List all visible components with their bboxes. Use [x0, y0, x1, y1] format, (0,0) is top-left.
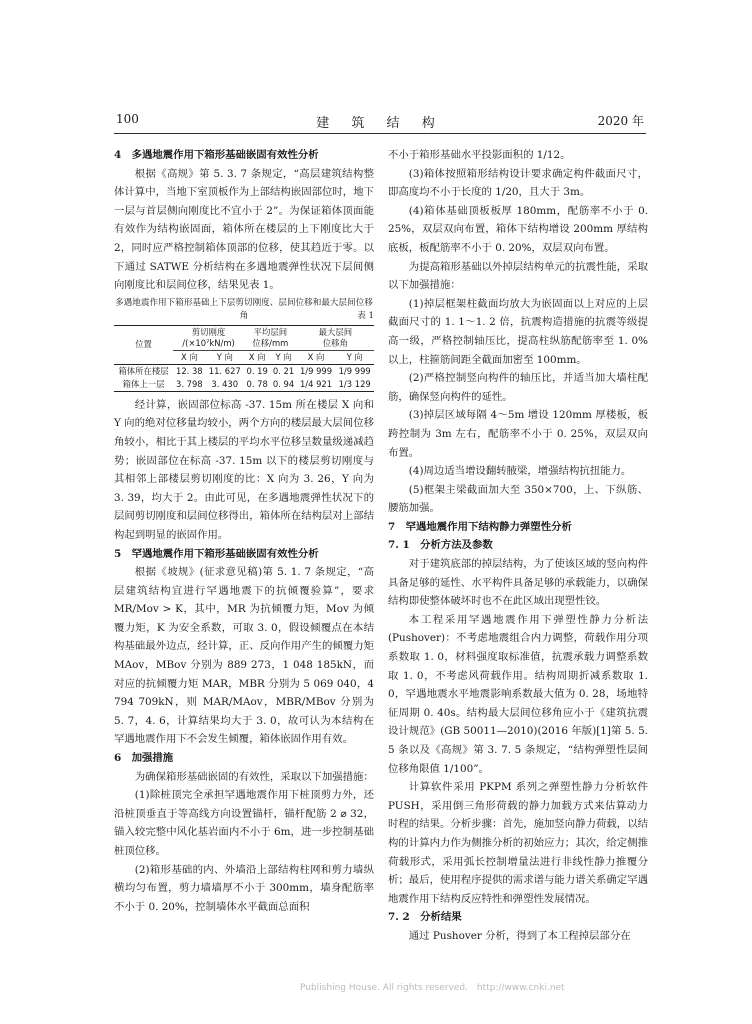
cell-value: 3. 798 [173, 378, 205, 392]
measure-item-4: (4)周边适当增设翻转腋梁，增强结构抗扭能力。 [408, 465, 632, 478]
cell-value: 0. 78 [244, 378, 270, 392]
right-column [388, 146, 648, 946]
section-6-item-2: (2)箱形基础的内、外墙沿上部结构柱网和剪力墙纵横均匀布置，剪力墙墙厚不小于 300mm，墙身配筋率不小于 0. 20%，控制墙体水平截面总面积 [114, 863, 374, 913]
journal-title: 建 筑 结 构 [316, 116, 444, 131]
table-row [114, 364, 374, 378]
section-4-heading: 4 多遇地震作用下箱形基础嵌固有效性分析 [114, 149, 319, 161]
cell-position: 箱体上一层 [114, 378, 173, 392]
section-4-paragraph-1: 根据《高规》第 5. 3. 7 条规定，“高层建筑结构整体计算中，当地下室顶板作为上部结构嵌固部位时，地下一层与首层侧向刚度比不宜小于 2”。为保证箱体顶面能有效作为结构嵌固面，箱体所在楼层的上下刚度比大于 2，同时应严格控制箱体顶部的位移，使其趋近于零。以下通过 SATWE 分析结构在多遇地震弹性状况下层间侧向刚度比和层间位移，结果见表 1。 [114, 167, 374, 292]
cell-value: 3. 430 [206, 378, 244, 392]
running-header [116, 112, 644, 132]
section-6-item-4: (4)箱体基础顶板板厚 180mm，配筋率不小于 0. 25%，双层双向布置，箱体下结构增设 200mm 厚结构底板，板配筋率不小于 0. 20%，双层双向布置。 [388, 204, 648, 254]
header-rule [114, 133, 646, 134]
cell-value: 11. 627 [206, 364, 244, 378]
section-5-paragraph-1: 根据《坡规》(征求意见稿)第 5. 1. 7 条规定，“高层建筑结构宜进行罕遇地震下的抗倾覆验算”，要求 MR/Mov > K，其中，MR 为抗倾覆力矩，Mov 为倾覆力矩，K 为安全系数，可取 3. 0，假设倾覆点在本结构基础最外边点，经计算，正、反向作用产生的倾覆力矩 MAov，MBov 分别为 889 273，1 048 185kN，而对应的抗倾覆力矩 MAR，MBR 分别为 5 069 040，4 794 709kN，则 MAR/MAov，MBR/MBov 分别为 5. 7，4. 6，计算结果均大于 3. 0，故可认为本结构在罕遇地震作用下不会发生倾覆，箱体嵌固作用有效。 [114, 566, 374, 746]
table-1 [114, 325, 374, 392]
table-1-title: 多遇地震作用下箱形基础上下层剪切刚度、层间位移和最大层间位移角 [115, 297, 373, 321]
section-6-paragraph-1: 为确保箱形基础嵌固的有效性，采取以下加强措施： [134, 770, 374, 783]
th-y: Y 向 [206, 350, 244, 364]
cell-value: 12. 38 [173, 364, 205, 378]
section-6-heading: 6 加强措施 [114, 752, 174, 765]
th-stiffness: 剪切刚度 /(×10⁷kN/m) [173, 325, 244, 350]
cell-position: 箱体所在楼层 [114, 364, 173, 378]
page-number: 100 [116, 112, 139, 126]
section-7-2-heading: 7. 2 分析结果 [388, 911, 462, 924]
th-x: X 向 [244, 350, 270, 364]
section-7-1-paragraph-3: 计算软件采用 PKPM 系列之弹塑性静力分析软件 PUSH，采用倒三角形荷载的静力加载方式来估算动力时程的结果。分析步骤：首先，施加竖向静力荷载，以结构的计算内力作为侧推分析的初始应力；其次，给定侧推荷载形式，采用弧长控制增量法进行非线性静力推覆分析；最后，使用程序提供的需求谱与能力谱关系确定罕遇地震作用下结构反应特性和弹塑性发展情况。 [388, 781, 648, 905]
cell-value: 1/4 921 [297, 378, 336, 392]
section-6-item-1: (1)除桩顶完全承担罕遇地震作用下桩顶剪力外，还沿桩顶垂直于等高线方向设置锚杆，锚杆配筋 2 ⌀ 32，锚入较完整中风化基岩面内不小于 6m，进一步控制基础桩顶位移。 [114, 789, 374, 857]
table-header-row [114, 325, 374, 350]
publisher-watermark: Publishing House. All rights reserved. http://www.cnki.net [300, 983, 565, 993]
th-y: Y 向 [335, 350, 374, 364]
section-5-heading: 5 罕遇地震作用下箱形基础嵌固有效性分析 [114, 547, 319, 560]
cell-value: 1/9 999 [297, 364, 336, 378]
measure-item-2: (2)严格控制竖向构件的轴压比，并适当加大墙柱配筋，确保竖向构件的延性。 [388, 372, 648, 403]
cell-value: 0. 21 [270, 364, 296, 378]
th-x: X 向 [173, 350, 205, 364]
cell-value: 1/3 129 [335, 378, 374, 392]
section-4-paragraph-2: 经计算，嵌固部位标高 -37. 15m 所在楼层 X 向和 Y 向的绝对位移量均较小，两个方向的楼层最大层间位移角较小，相比于其上楼层的平均水平位移呈数量级递减趋势；嵌固部位在标高 -37. 15m 以下的楼层剪切刚度与其相邻上部楼层剪切刚度的比：X 向为 3. 26，Y 向为 3. 39，均大于 2。由此可见，在多遇地震弹性状况下的层间剪切刚度和层间位移得出，箱体所在结构层对上部结构起到明显的嵌固作用。 [114, 398, 374, 541]
th-drift: 最大层间 位移角 [297, 325, 374, 350]
cell-value: 1/9 999 [335, 364, 374, 378]
issue-year: 2020 年 [597, 114, 644, 128]
cell-value: 0. 94 [270, 378, 296, 392]
left-column [114, 146, 374, 916]
section-7-1-paragraph-2: 本工程采用罕遇地震作用下弹塑性静力分析法(Pushover)：不考虑地震组合内力调整，荷载作用分项系数取 1. 0，材料强度取标准值，抗震承载力调整系数取 1. 0，不考虑风荷载作用。结构周期折减系数取 1. 0，罕遇地震水平地震影响系数最大值为 0. 28，场地特征周期 0. 40s。结构最大层间位移角应小于《建筑抗震设计规范》(GB 50011—2010)(2016 年版)[1]第 5. 5. 5 条以及《高规》第 3. 7. 5 条规定，“结构弹塑性层间位移角限值 1/100”。 [388, 613, 648, 775]
section-7-heading: 7 罕遇地震作用下结构静力弹塑性分析 [388, 520, 572, 533]
th-x: X 向 [297, 350, 336, 364]
measure-item-3: (3)掉层区域每隔 4～5m 增设 120mm 厚楼板，板跨控制为 3m 左右，配筋率不小于 0. 25%，双层双向布置。 [388, 409, 648, 459]
paragraph-continued: 不小于箱形基础水平投影面积的 1/12。 [388, 149, 571, 161]
section-7-1-paragraph-1: 对于建筑底部的掉层结构，为了使该区域的竖向构件具备足够的延性、水平构件具备足够的承载能力，以确保结构即使整体破坏时也不在此区域出现塑性铰。 [388, 558, 648, 608]
section-7-1-heading: 7. 1 分析方法及参数 [388, 539, 493, 552]
th-displacement: 平均层间 位移/mm [244, 325, 297, 350]
measure-item-5: (5)框架主梁截面加大至 350×700，上、下纵筋、腰筋加强。 [388, 483, 648, 515]
th-y: Y 向 [270, 350, 296, 364]
cell-value: 0. 19 [244, 364, 270, 378]
table-1-caption [114, 297, 374, 323]
measure-item-1: (1)掉层框架柱截面均放大为嵌固面以上对应的上层截面尺寸的 1. 1～1. 2 倍，抗震构造措施的抗震等级提高一级，严格控制轴压比，提高柱纵筋配筋率至 1. 0%以上，柱箍筋间距全截面加密至 100mm。 [388, 297, 648, 366]
th-position: 位置 [114, 325, 173, 364]
table-row [114, 378, 374, 392]
table-1-number: 表 1 [357, 310, 374, 321]
section-7-2-paragraph-1: 通过 Pushover 分析，得到了本工程掉层部分在 [408, 929, 631, 942]
section-6-item-3: (3)箱体按照箱形结构设计要求确定构件截面尺寸，即高度均不小于长度的 1/20，且大于 3m。 [388, 167, 648, 199]
measures-intro: 为提高箱形基础以外掉层结构单元的抗震性能，采取以下加强措施： [388, 260, 648, 292]
